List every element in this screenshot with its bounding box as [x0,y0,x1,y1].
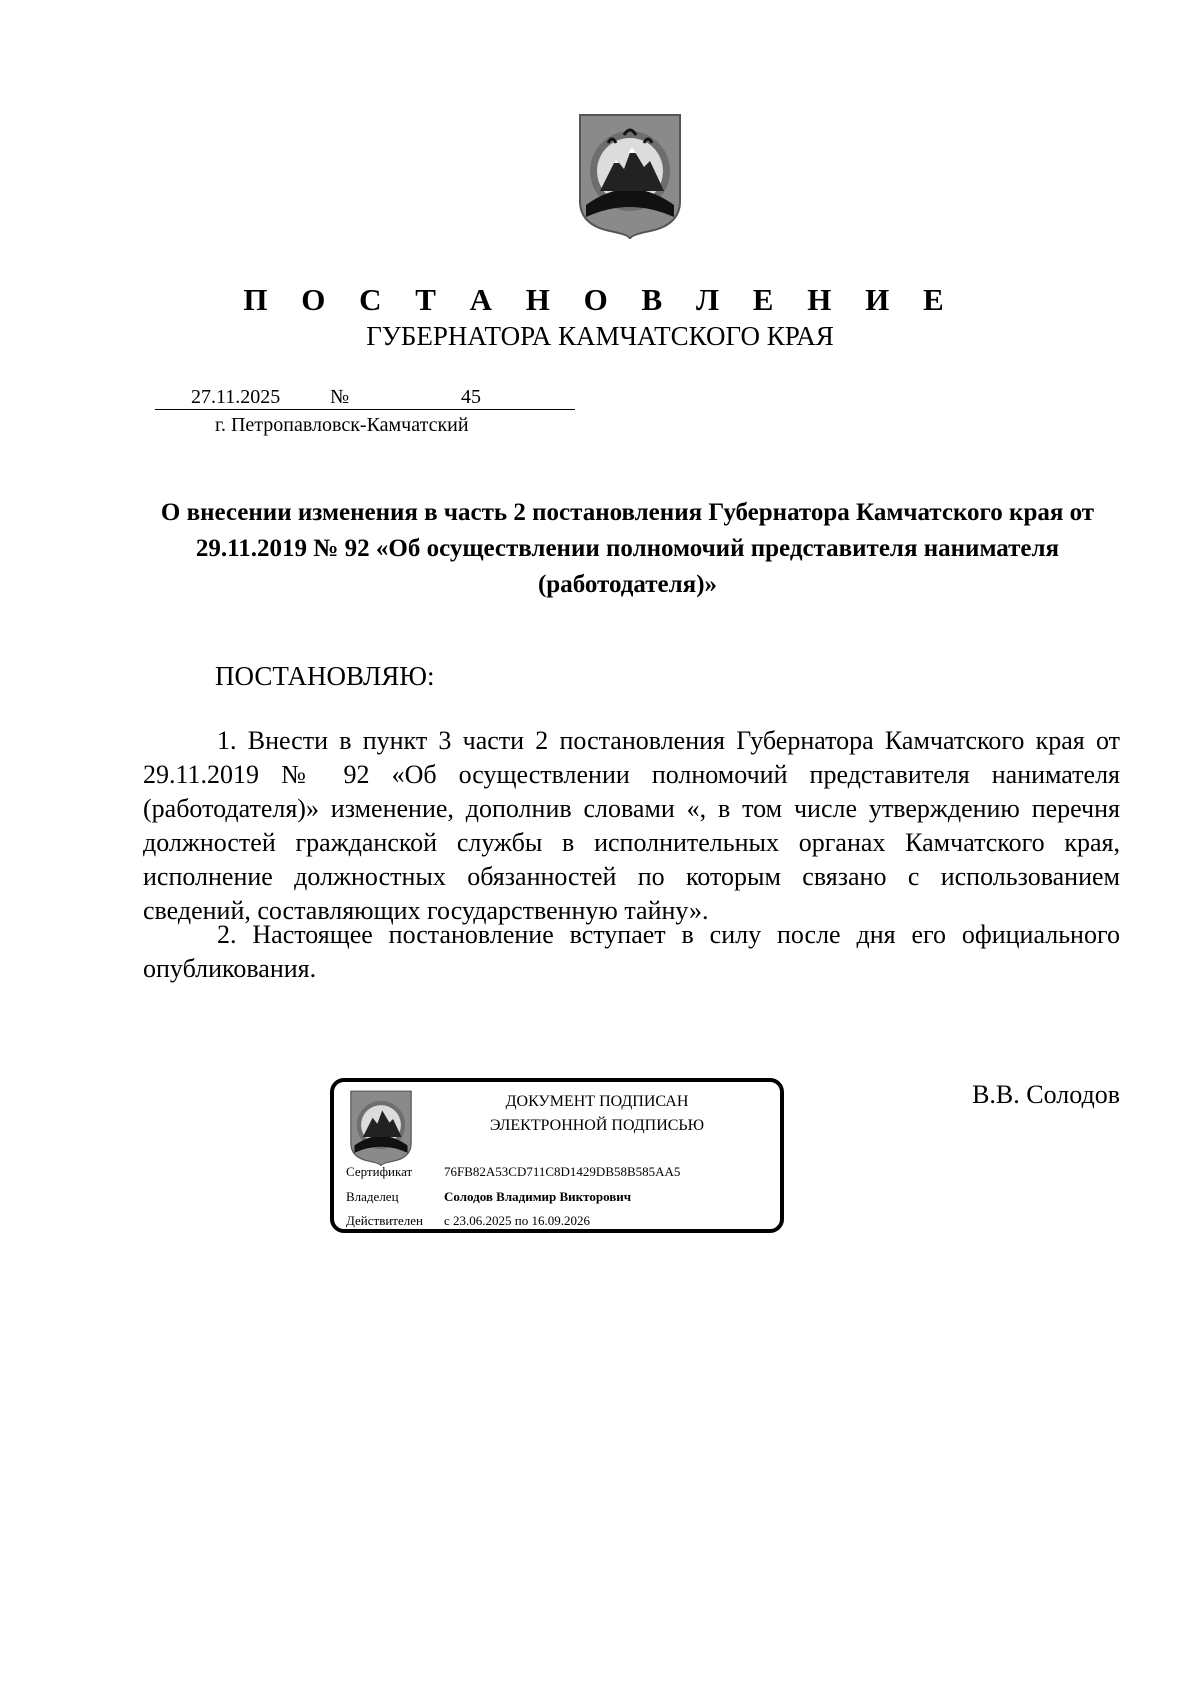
number-sign: № [330,386,350,408]
issuer-title: ГУБЕРНАТОРА КАМЧАТСКОГО КРАЯ [366,321,834,351]
validity-row [346,1212,590,1229]
city: г. Петропавловск-Камчатский [215,414,469,436]
date-number-line [155,385,575,412]
decree-word: ПОСТАНОВЛЯЮ: [215,661,435,691]
signer-name: В.В. Солодов [972,1080,1120,1109]
document-heading: О внесении изменения в часть 2 постановления Губернатора Камчатского края от 29.11.2019 № 92 «Об осуществлении полномочий представителя нанимателя (работодателя)» [160,499,1095,598]
owner-value: Солодов Владимир Викторович [444,1189,632,1204]
stamp-heading-1: ДОКУМЕНТ ПОДПИСАН [505,1093,689,1110]
electronic-signature-stamp [330,1078,784,1233]
certificate-row [346,1163,680,1180]
kamchatka-coat-of-arms-icon [578,113,682,239]
certificate-value: 76FB82A53CD711C8D1429DB58B585AA5 [444,1164,681,1179]
certificate-label: Сертификат [346,1164,413,1179]
stamp-heading-2: ЭЛЕКТРОННОЙ ПОДПИСЬЮ [489,1117,705,1134]
document-date: 27.11.2025 [191,386,281,408]
underline [155,409,575,410]
document-type-title: П О С Т А Н О В Л Е Н И Е [243,282,957,317]
owner-row [346,1188,631,1205]
paragraph-1: 1. Внести в пункт 3 части 2 постановления Губернатора Камчатского края от 29.11.2019 № 92 «Об осуществлении полномочий представителя нанимателя (работодателя)» изменение, дополнив словами «, в том числе утверждению перечня должностей гражданской службы в исполнительных органах Камчатского края, исполнение должностных обязанностей по которым связано с использованием сведений, составляющих государственную тайну». [143,726,1120,925]
paragraph-2: 2. Настоящее постановление вступает в силу после дня его официального опубликования. [143,920,1120,983]
validity-label: Действителен [346,1213,423,1228]
stamp-emblem-icon [348,1090,414,1166]
validity-value: с 23.06.2025 по 16.09.2026 [444,1213,590,1228]
document-number: 45 [461,386,481,408]
owner-label: Владелец [346,1189,399,1204]
